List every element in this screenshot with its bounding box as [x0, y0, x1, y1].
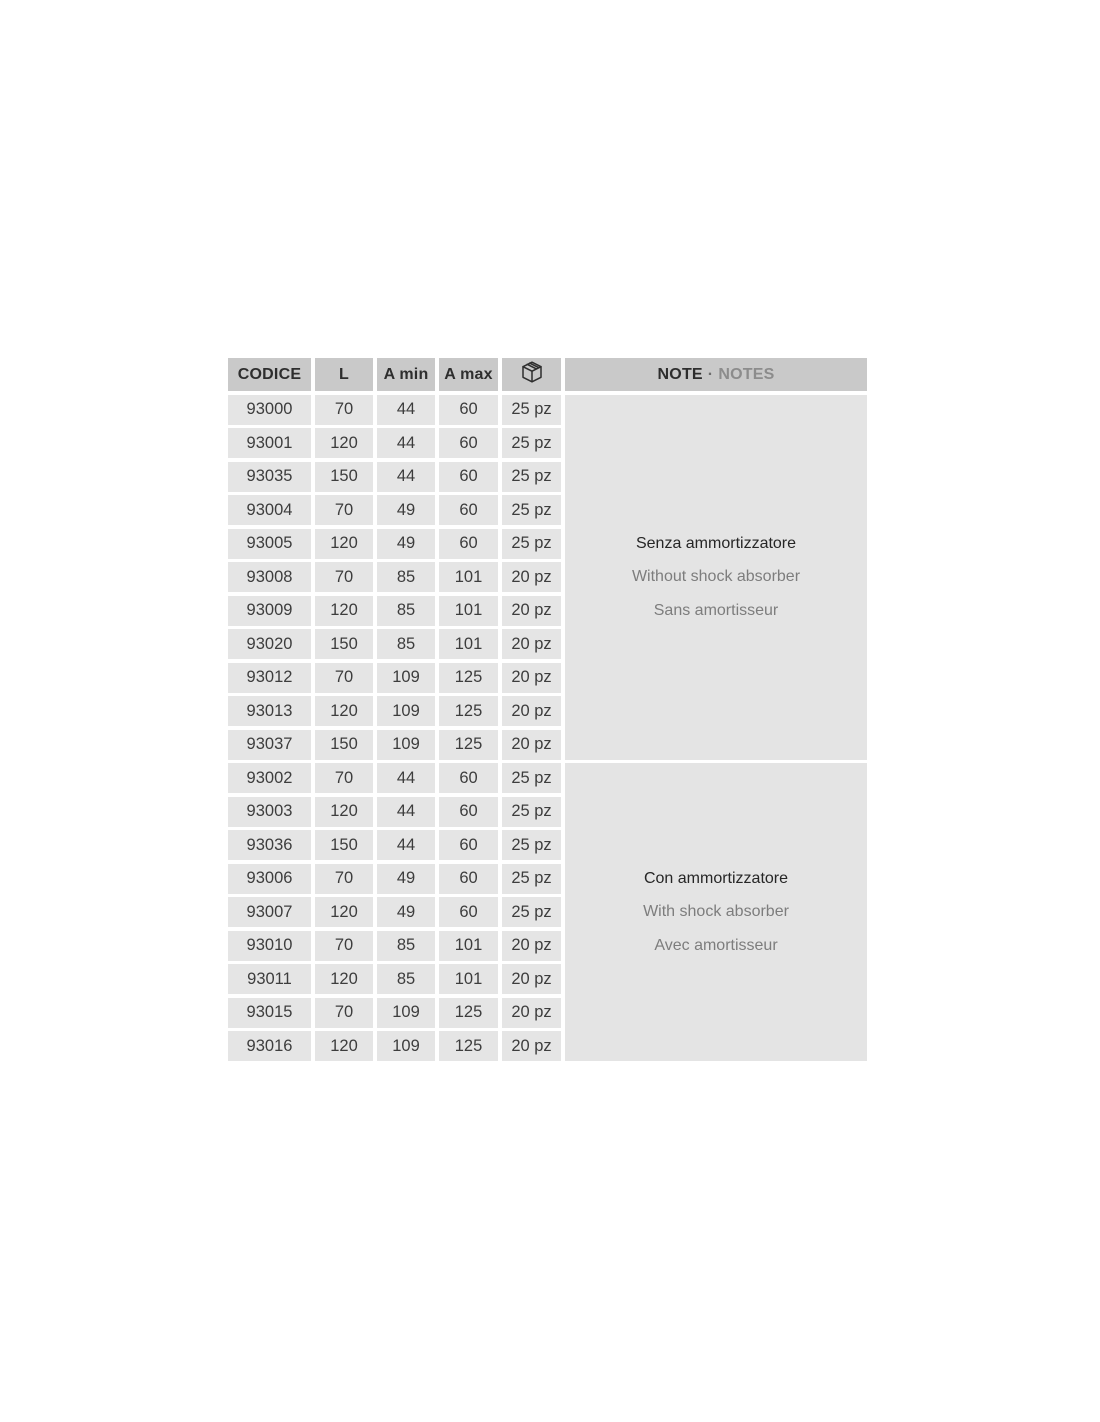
a-min-cell: 44	[377, 830, 435, 860]
a-min-cell: 49	[377, 529, 435, 559]
code-cell: 93007	[228, 897, 311, 927]
l-cell: 70	[315, 395, 373, 425]
a-min-cell: 49	[377, 897, 435, 927]
l-cell: 150	[315, 462, 373, 492]
qty-cell: 25 pz	[502, 864, 561, 894]
l-cell: 70	[315, 998, 373, 1028]
qty-cell: 20 pz	[502, 596, 561, 626]
a-max-cell: 125	[439, 998, 498, 1028]
code-cell: 93003	[228, 797, 311, 827]
qty-cell: 25 pz	[502, 395, 561, 425]
code-cell: 93016	[228, 1031, 311, 1061]
l-cell: 70	[315, 495, 373, 525]
a-max-cell: 101	[439, 596, 498, 626]
l-cell: 70	[315, 931, 373, 961]
qty-cell: 20 pz	[502, 730, 561, 760]
l-cell: 70	[315, 864, 373, 894]
col-header-a-min: A min	[377, 358, 435, 391]
qty-cell: 25 pz	[502, 897, 561, 927]
col-header-codice: CODICE	[228, 358, 311, 391]
col-header-note	[565, 358, 867, 391]
note-label: NOTE	[657, 365, 703, 383]
a-max-cell: 101	[439, 629, 498, 659]
code-cell: 93005	[228, 529, 311, 559]
a-min-cell: 109	[377, 696, 435, 726]
a-max-cell: 60	[439, 395, 498, 425]
l-cell: 70	[315, 663, 373, 693]
a-min-cell: 44	[377, 462, 435, 492]
note-block-without-shock-absorber	[565, 395, 867, 760]
a-min-cell: 49	[377, 864, 435, 894]
code-cell: 93035	[228, 462, 311, 492]
qty-cell: 25 pz	[502, 797, 561, 827]
code-cell: 93011	[228, 964, 311, 994]
a-min-cell: 49	[377, 495, 435, 525]
l-cell: 120	[315, 797, 373, 827]
a-max-cell: 60	[439, 495, 498, 525]
note-text-english: With shock absorber	[643, 903, 789, 921]
code-cell: 93012	[228, 663, 311, 693]
note-text-italian: Con ammortizzatore	[643, 869, 789, 887]
qty-cell: 20 pz	[502, 663, 561, 693]
a-min-cell: 44	[377, 395, 435, 425]
table-data-grid	[228, 358, 561, 1061]
code-cell: 93037	[228, 730, 311, 760]
qty-cell: 25 pz	[502, 763, 561, 793]
qty-cell: 25 pz	[502, 495, 561, 525]
code-cell: 93020	[228, 629, 311, 659]
code-cell: 93009	[228, 596, 311, 626]
qty-cell: 20 pz	[502, 998, 561, 1028]
code-cell: 93004	[228, 495, 311, 525]
l-cell: 70	[315, 562, 373, 592]
a-max-cell: 60	[439, 529, 498, 559]
qty-cell: 20 pz	[502, 1031, 561, 1061]
l-cell: 120	[315, 529, 373, 559]
note-text-english: Without shock absorber	[631, 568, 801, 586]
a-max-cell: 101	[439, 964, 498, 994]
l-cell: 120	[315, 1031, 373, 1061]
a-min-cell: 109	[377, 663, 435, 693]
a-min-cell: 109	[377, 998, 435, 1028]
l-cell: 150	[315, 830, 373, 860]
a-max-cell: 101	[439, 562, 498, 592]
notes-label: NOTES	[718, 365, 775, 383]
code-cell: 93010	[228, 931, 311, 961]
note-text-french: Sans amortisseur	[653, 601, 779, 619]
l-cell: 120	[315, 696, 373, 726]
a-min-cell: 85	[377, 629, 435, 659]
col-header-package	[502, 358, 561, 391]
a-max-cell: 60	[439, 797, 498, 827]
a-max-cell: 125	[439, 1031, 498, 1061]
a-max-cell: 60	[439, 428, 498, 458]
product-spec-table	[228, 358, 867, 1061]
note-text-french: Avec amortisseur	[654, 936, 778, 954]
qty-cell: 20 pz	[502, 931, 561, 961]
a-max-cell: 60	[439, 897, 498, 927]
code-cell: 93013	[228, 696, 311, 726]
a-min-cell: 109	[377, 730, 435, 760]
a-max-cell: 60	[439, 763, 498, 793]
qty-cell: 25 pz	[502, 462, 561, 492]
code-cell: 93008	[228, 562, 311, 592]
package-icon	[520, 360, 544, 389]
a-min-cell: 85	[377, 596, 435, 626]
a-min-cell: 44	[377, 428, 435, 458]
qty-cell: 25 pz	[502, 529, 561, 559]
code-cell: 93000	[228, 395, 311, 425]
a-min-cell: 85	[377, 562, 435, 592]
l-cell: 70	[315, 763, 373, 793]
col-header-a-max: A max	[439, 358, 498, 391]
a-max-cell: 125	[439, 696, 498, 726]
a-min-cell: 109	[377, 1031, 435, 1061]
a-max-cell: 125	[439, 730, 498, 760]
l-cell: 120	[315, 964, 373, 994]
a-max-cell: 125	[439, 663, 498, 693]
qty-cell: 25 pz	[502, 830, 561, 860]
qty-cell: 25 pz	[502, 428, 561, 458]
a-min-cell: 44	[377, 763, 435, 793]
qty-cell: 20 pz	[502, 562, 561, 592]
a-max-cell: 101	[439, 931, 498, 961]
l-cell: 120	[315, 596, 373, 626]
note-block-with-shock-absorber	[565, 763, 867, 1061]
a-min-cell: 85	[377, 931, 435, 961]
l-cell: 150	[315, 730, 373, 760]
code-cell: 93001	[228, 428, 311, 458]
col-header-l: L	[315, 358, 373, 391]
qty-cell: 20 pz	[502, 696, 561, 726]
a-max-cell: 60	[439, 864, 498, 894]
note-separator: ·	[707, 365, 714, 383]
code-cell: 93006	[228, 864, 311, 894]
code-cell: 93036	[228, 830, 311, 860]
l-cell: 150	[315, 629, 373, 659]
note-column	[565, 358, 867, 1061]
a-min-cell: 44	[377, 797, 435, 827]
a-max-cell: 60	[439, 830, 498, 860]
note-text-italian: Senza ammortizzatore	[635, 534, 797, 552]
qty-cell: 20 pz	[502, 964, 561, 994]
a-min-cell: 85	[377, 964, 435, 994]
qty-cell: 20 pz	[502, 629, 561, 659]
code-cell: 93015	[228, 998, 311, 1028]
l-cell: 120	[315, 897, 373, 927]
l-cell: 120	[315, 428, 373, 458]
code-cell: 93002	[228, 763, 311, 793]
a-max-cell: 60	[439, 462, 498, 492]
